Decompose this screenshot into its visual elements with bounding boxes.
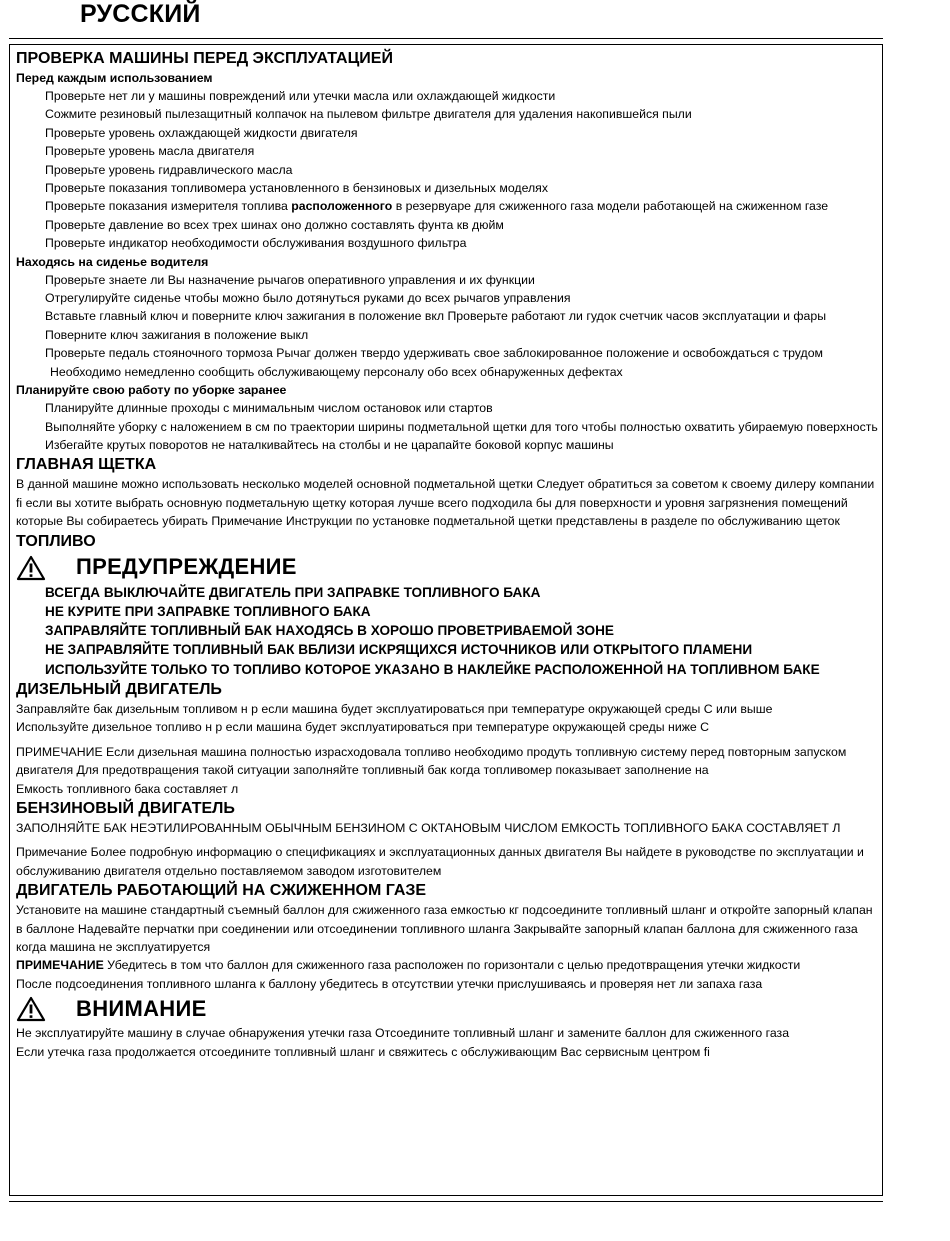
- check-item: Отрегулируйте сиденье чтобы можно было дотянуться руками до всех рычагов управления: [45, 291, 571, 306]
- section-heading-diesel: ДИЗЕЛЬНЫЙ ДВИГАТЕЛЬ: [16, 681, 222, 699]
- warning-item: ВСЕГДА ВЫКЛЮЧАЙТЕ ДВИГАТЕЛЬ ПРИ ЗАПРАВКЕ ТОПЛИВНОГО БАКА: [45, 584, 541, 600]
- lpg-after: После подсоединения топливного шланга к баллону убедитесь в отсутствии утечки прислушиваясь и проверяя нет ли запаха газа: [16, 976, 763, 991]
- plan-item: Выполняйте уборку с наложением в см по траектории ширины подметальной щетки для того чтобы полностью охватить убираемую поверхность: [45, 419, 878, 434]
- caution-header: [16, 994, 882, 1024]
- lpg-note-label: ПРИМЕЧАНИЕ: [16, 958, 104, 973]
- diesel-line: Используйте дизельное топливо н р если машина будет эксплуатироваться при температуре окружающей среды ниже С: [16, 720, 710, 735]
- plan-item: Планируйте длинные проходы с минимальным числом остановок или стартов: [45, 401, 493, 416]
- petrol-note: Примечание Более подробную информацию о спецификациях и эксплуатационных данных двигателя Вы найдете в руководстве по эксплуатации и обслуживанию двигателя отдельно поставляемом заводом изготовителем: [16, 845, 864, 878]
- language-label: РУССКИЙ: [80, 0, 201, 28]
- caution-line: Если утечка газа продолжается отсоедините топливный шланг и свяжитесь с обслуживающим Вас сервисным центром fi: [16, 1044, 710, 1059]
- diesel-note: ПРИМЕЧАНИЕ Если дизельная машина полностью израсходовала топливо необходимо продуть топливную систему перед повторным запуском двигателя Для предотвращения такой ситуации заполняйте топливный бак когда топливомер показывает заполнение на: [16, 744, 847, 778]
- caution-title: ВНИМАНИЕ: [76, 996, 207, 1022]
- check-item: Проверьте уровень масла двигателя: [45, 144, 255, 159]
- check-item: Проверьте педаль стояночного тормоза Рычаг должен твердо удерживать свое заблокированное положение и освобождаться с трудом: [45, 346, 823, 361]
- top-divider: [9, 38, 883, 39]
- check-item: Сожмите резиновый пылезащитный колпачок на пылевом фильтре двигателя для удаления накопившейся пыли: [45, 107, 692, 122]
- diesel-line: Заправляйте бак дизельным топливом н р если машина будет эксплуатироваться при температуре окружающей среды С или выше: [16, 702, 773, 717]
- lpg-note: [16, 956, 882, 974]
- section-heading-lpg: ДВИГАТЕЛЬ РАБОТАЮЩИЙ НА СЖИЖЕННОМ ГАЗЕ: [16, 882, 427, 900]
- check-item: Проверьте показания топливомера установленного в бензиновых и дизельных моделях: [45, 181, 548, 196]
- check-item: Проверьте знаете ли Вы назначение рычагов оперативного управления и их функции: [45, 272, 535, 287]
- section-heading-petrol: БЕНЗИНОВЫЙ ДВИГАТЕЛЬ: [16, 800, 235, 818]
- check-item: Проверьте нет ли у машины повреждений или утечки масла или охлаждающей жидкости: [45, 89, 556, 103]
- warning-item: ИСПОЛЬЗУЙТЕ ТОЛЬКО ТО ТОПЛИВО КОТОРОЕ УКАЗАНО В НАКЛЕЙКЕ РАСПОЛОЖЕННОЙ НА ТОПЛИВНОМ БАКЕ: [45, 661, 820, 677]
- plan-item: Избегайте крутых поворотов не наталкивайтесь на столбы и не царапайте боковой корпус машины: [45, 437, 614, 452]
- subheading-driver-seat: Находясь на сиденье водителя: [16, 254, 209, 269]
- warning-item: ЗАПРАВЛЯЙТЕ ТОПЛИВНЫЙ БАК НАХОДЯСЬ В ХОРОШО ПРОВЕТРИВАЕМОЙ ЗОНЕ: [45, 623, 615, 639]
- warning-item: НЕ КУРИТЕ ПРИ ЗАПРАВКЕ ТОПЛИВНОГО БАКА: [45, 603, 371, 619]
- diesel-capacity: Емкость топливного бака составляет л: [16, 781, 239, 796]
- warning-title: ПРЕДУПРЕЖДЕНИЕ: [76, 554, 297, 580]
- main-brush-text: В данной машине можно использовать несколько моделей основной подметальной щетки Следует обратиться за советом к своему дилеру компании fi если вы хотите выбрать основную подметальную щетку которая лучше всего подходила бы для поверхности и уровня загрязнения помещений которые Вы собираетесь убирать Примечание Инструкции по установке подметальной щетки представлены в разделе по обслуживанию щеток: [16, 477, 875, 529]
- fuel-gauge-text: Проверьте показания измерителя топлива: [45, 199, 292, 214]
- check-item: Проверьте индикатор необходимости обслуживания воздушного фильтра: [45, 236, 467, 251]
- check-item: Проверьте давление во всех трех шинах оно должно составлять фунта кв дюйм: [45, 217, 504, 232]
- bottom-divider: [9, 1201, 883, 1202]
- check-item: Проверьте уровень охлаждающей жидкости двигателя: [45, 125, 358, 140]
- lpg-text: Установите на машине стандартный съемный баллон для сжиженного газа емкостью кг подсоедините топливный шланг и откройте запорный клапан в баллоне Надевайте перчатки при соединении или отсоединении топливного шланга Закрывайте запорный клапан баллона для сжиженного газа когда машина не эксплуатируется: [16, 903, 873, 955]
- warning-item: НЕ ЗАПРАВЛЯЙТЕ ТОПЛИВНЫЙ БАК ВБЛИЗИ ИСКРЯЩИХСЯ ИСТОЧНИКОВ ИЛИ ОТКРЫТОГО ПЛАМЕНИ: [45, 642, 753, 658]
- fuel-gauge-bold: расположенного: [291, 199, 393, 214]
- warning-triangle-icon: [16, 555, 46, 581]
- petrol-text: ЗАПОЛНЯЙТЕ БАК НЕЭТИЛИРОВАННЫМ ОБЫЧНЫМ БЕНЗИНОМ С ОКТАНОВЫМ ЧИСЛОМ ЕМКОСТЬ ТОПЛИВНОГО БАКА СОСТАВЛЯЕТ Л: [16, 821, 841, 836]
- section-heading-main-brush: ГЛАВНАЯ ЩЕТКА: [16, 456, 157, 474]
- caution-triangle-icon: [16, 996, 46, 1022]
- fuel-gauge-text-end: в резервуаре для сжиженного газа модели работающей на сжиженном газе: [392, 199, 829, 214]
- check-item-fuel-gauge: [16, 197, 882, 215]
- page-content: [16, 48, 882, 1061]
- caution-line: Не эксплуатируйте машину в случае обнаружения утечки газа Отсоедините топливный шланг и замените баллон для сжиженного газа: [16, 1026, 790, 1041]
- subheading-planning: Планируйте свою работу по уборке заранее: [16, 383, 287, 398]
- check-item: Вставьте главный ключ и поверните ключ зажигания в положение вкл Проверьте работают ли гудок счетчик часов эксплуатации и фары Поверните ключ зажигания в положение выкл: [45, 309, 827, 342]
- subheading-before-use: Перед каждым использованием: [16, 71, 213, 85]
- check-item: Проверьте уровень гидравлического масла: [45, 162, 293, 177]
- section-heading-fuel: ТОПЛИВО: [16, 532, 96, 550]
- warning-header: [16, 553, 882, 583]
- section-heading-precheck: ПРОВЕРКА МАШИНЫ ПЕРЕД ЭКСПЛУАТАЦИЕЙ: [16, 50, 393, 67]
- defects-note: Необходимо немедленно сообщить обслуживающему персоналу обо всех обнаруженных дефектах: [50, 364, 623, 379]
- lpg-note-text: Убедитесь в том что баллон для сжиженного газа расположен по горизонтали с целью предотвращения утечки жидкости: [103, 958, 801, 973]
- warning-list: [16, 583, 882, 679]
